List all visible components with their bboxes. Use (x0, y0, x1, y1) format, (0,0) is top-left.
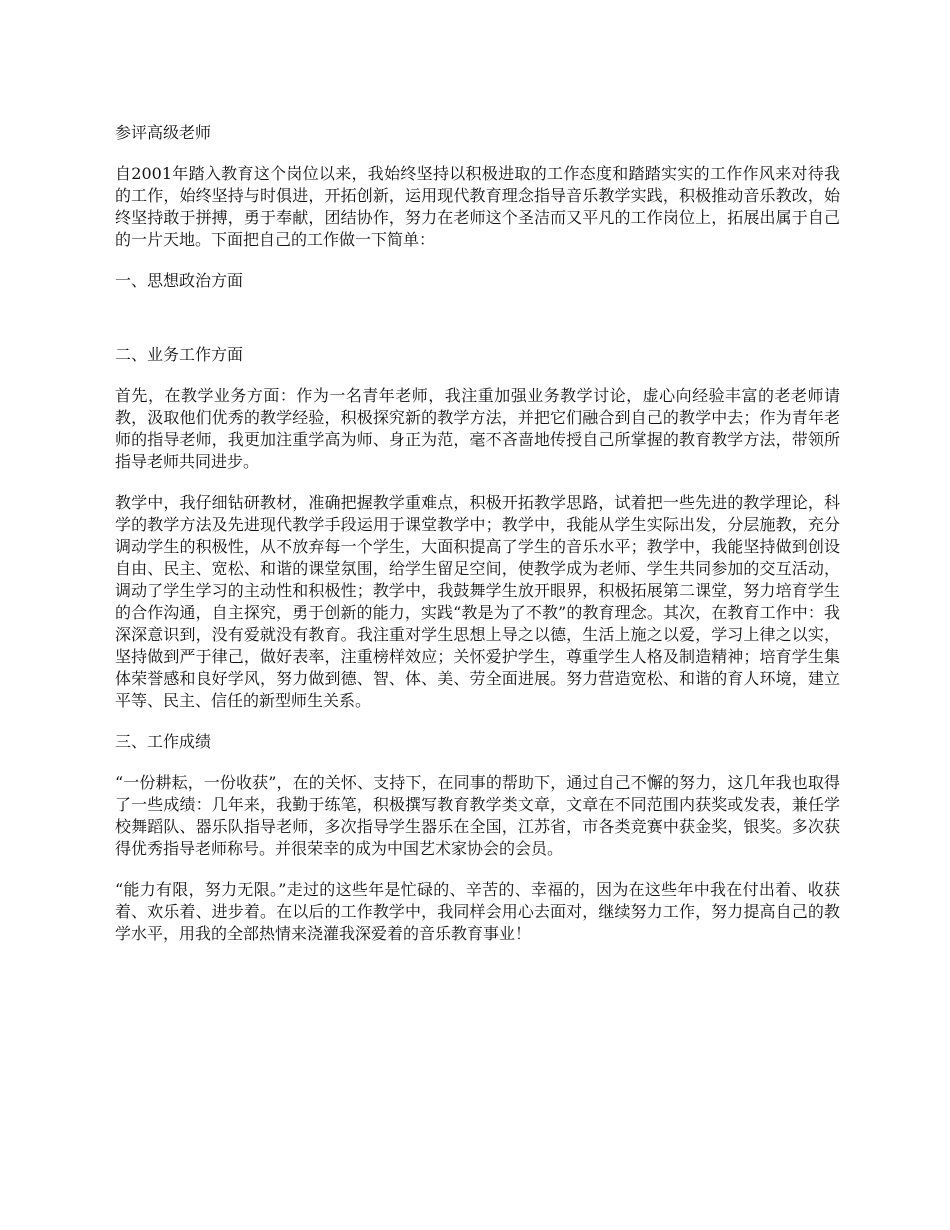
document-title: 参评高级老师 (115, 123, 212, 142)
section-heading-work: 二、业务工作方面 (115, 345, 244, 364)
achievements-paragraph: “一份耕耘，一份收获”，在的关怀、支持下，在同事的帮助下，通过自己不懈的努力，这几年我也取得了一些成绩：几年来，我勤于练笔，积极撰写教育教学类文章，文章在不同范围内获奖或发表，兼任学校舞蹈队、器乐队指导老师，多次指导学生器乐在全国，江苏省，市各类竞赛中获金奖，银奖。多次获得优秀指导老师称号。并很荣幸的成为中国艺术家协会的会员。 (115, 773, 840, 858)
document-page (115, 122, 840, 945)
section-heading-politics: 一、思想政治方面 (115, 271, 244, 290)
work-paragraph-teaching: 首先，在教学业务方面：作为一名青年老师，我注重加强业务教学讨论，虚心向经验丰富的老老师请教，汲取他们优秀的教学经验，积极探究新的教学方法，并把它们融合到自己的教学中去；作为青年老师的指导老师，我更加注重学高为师、身正为范，毫不吝啬地传授自己所掌握的教育教学方法，带领所指导老师共同进步。 (115, 386, 840, 471)
work-paragraph-practice: 教学中，我仔细钻研教材，准确把握教学重难点，积极开拓教学思路，试着把一些先进的教学理论，科学的教学方法及先进现代教学手段运用于课堂教学中；教学中，我能从学生实际出发，分层施教，充分调动学生的积极性，从不放弃每一个学生，大面积提高了学生的音乐水平；教学中，我能坚持做到创设自由、民主、宽松、和谐的课堂氛围，给学生留足空间，使教学成为老师、学生共同参加的交互活动，调动了学生学习的主动性和积极性；教学中，我鼓舞学生放开眼界，积极拓展第二课堂，努力培育学生的合作沟通，自主探究，勇于创新的能力，实践“教是为了不教”的教育理念。其次，在教育工作中：我深深意识到，没有爱就没有教育。我注重对学生思想上导之以德，生活上施之以爱，学习上律之以实，坚持做到严于律己，做好表率，注重榜样效应；关怀爱护学生，尊重学生人格及制造精神；培育学生集体荣誉感和良好学风，努力做到德、智、体、美、劳全面进展。努力营造宽松、和谐的育人环境，建立平等、民主、信任的新型师生关系。 (115, 493, 840, 710)
intro-paragraph: 自2001年踏入教育这个岗位以来，我始终坚持以积极进取的工作态度和踏踏实实的工作作风来对待我的工作，始终坚持与时俱进，开拓创新，运用现代教育理念指导音乐教学实践，积极推动音乐教改，始终坚持敢于拼搏，勇于奉献，团结协作，努力在老师这个圣洁而又平凡的工作岗位上，拓展出属于自己的一片天地。下面把自己的工作做一下简单： (115, 164, 840, 249)
section-heading-achievements: 三、工作成绩 (115, 732, 212, 751)
closing-paragraph: “能力有限，努力无限。”走过的这些年是忙碌的、辛苦的、幸福的，因为在这些年中我在付出着、收获着、欢乐着、进步着。在以后的工作教学中，我同样会用心去面对，继续努力工作，努力提高自己的教学水平，用我的全部热情来浇灌我深爱着的音乐教育事业！ (115, 880, 840, 943)
